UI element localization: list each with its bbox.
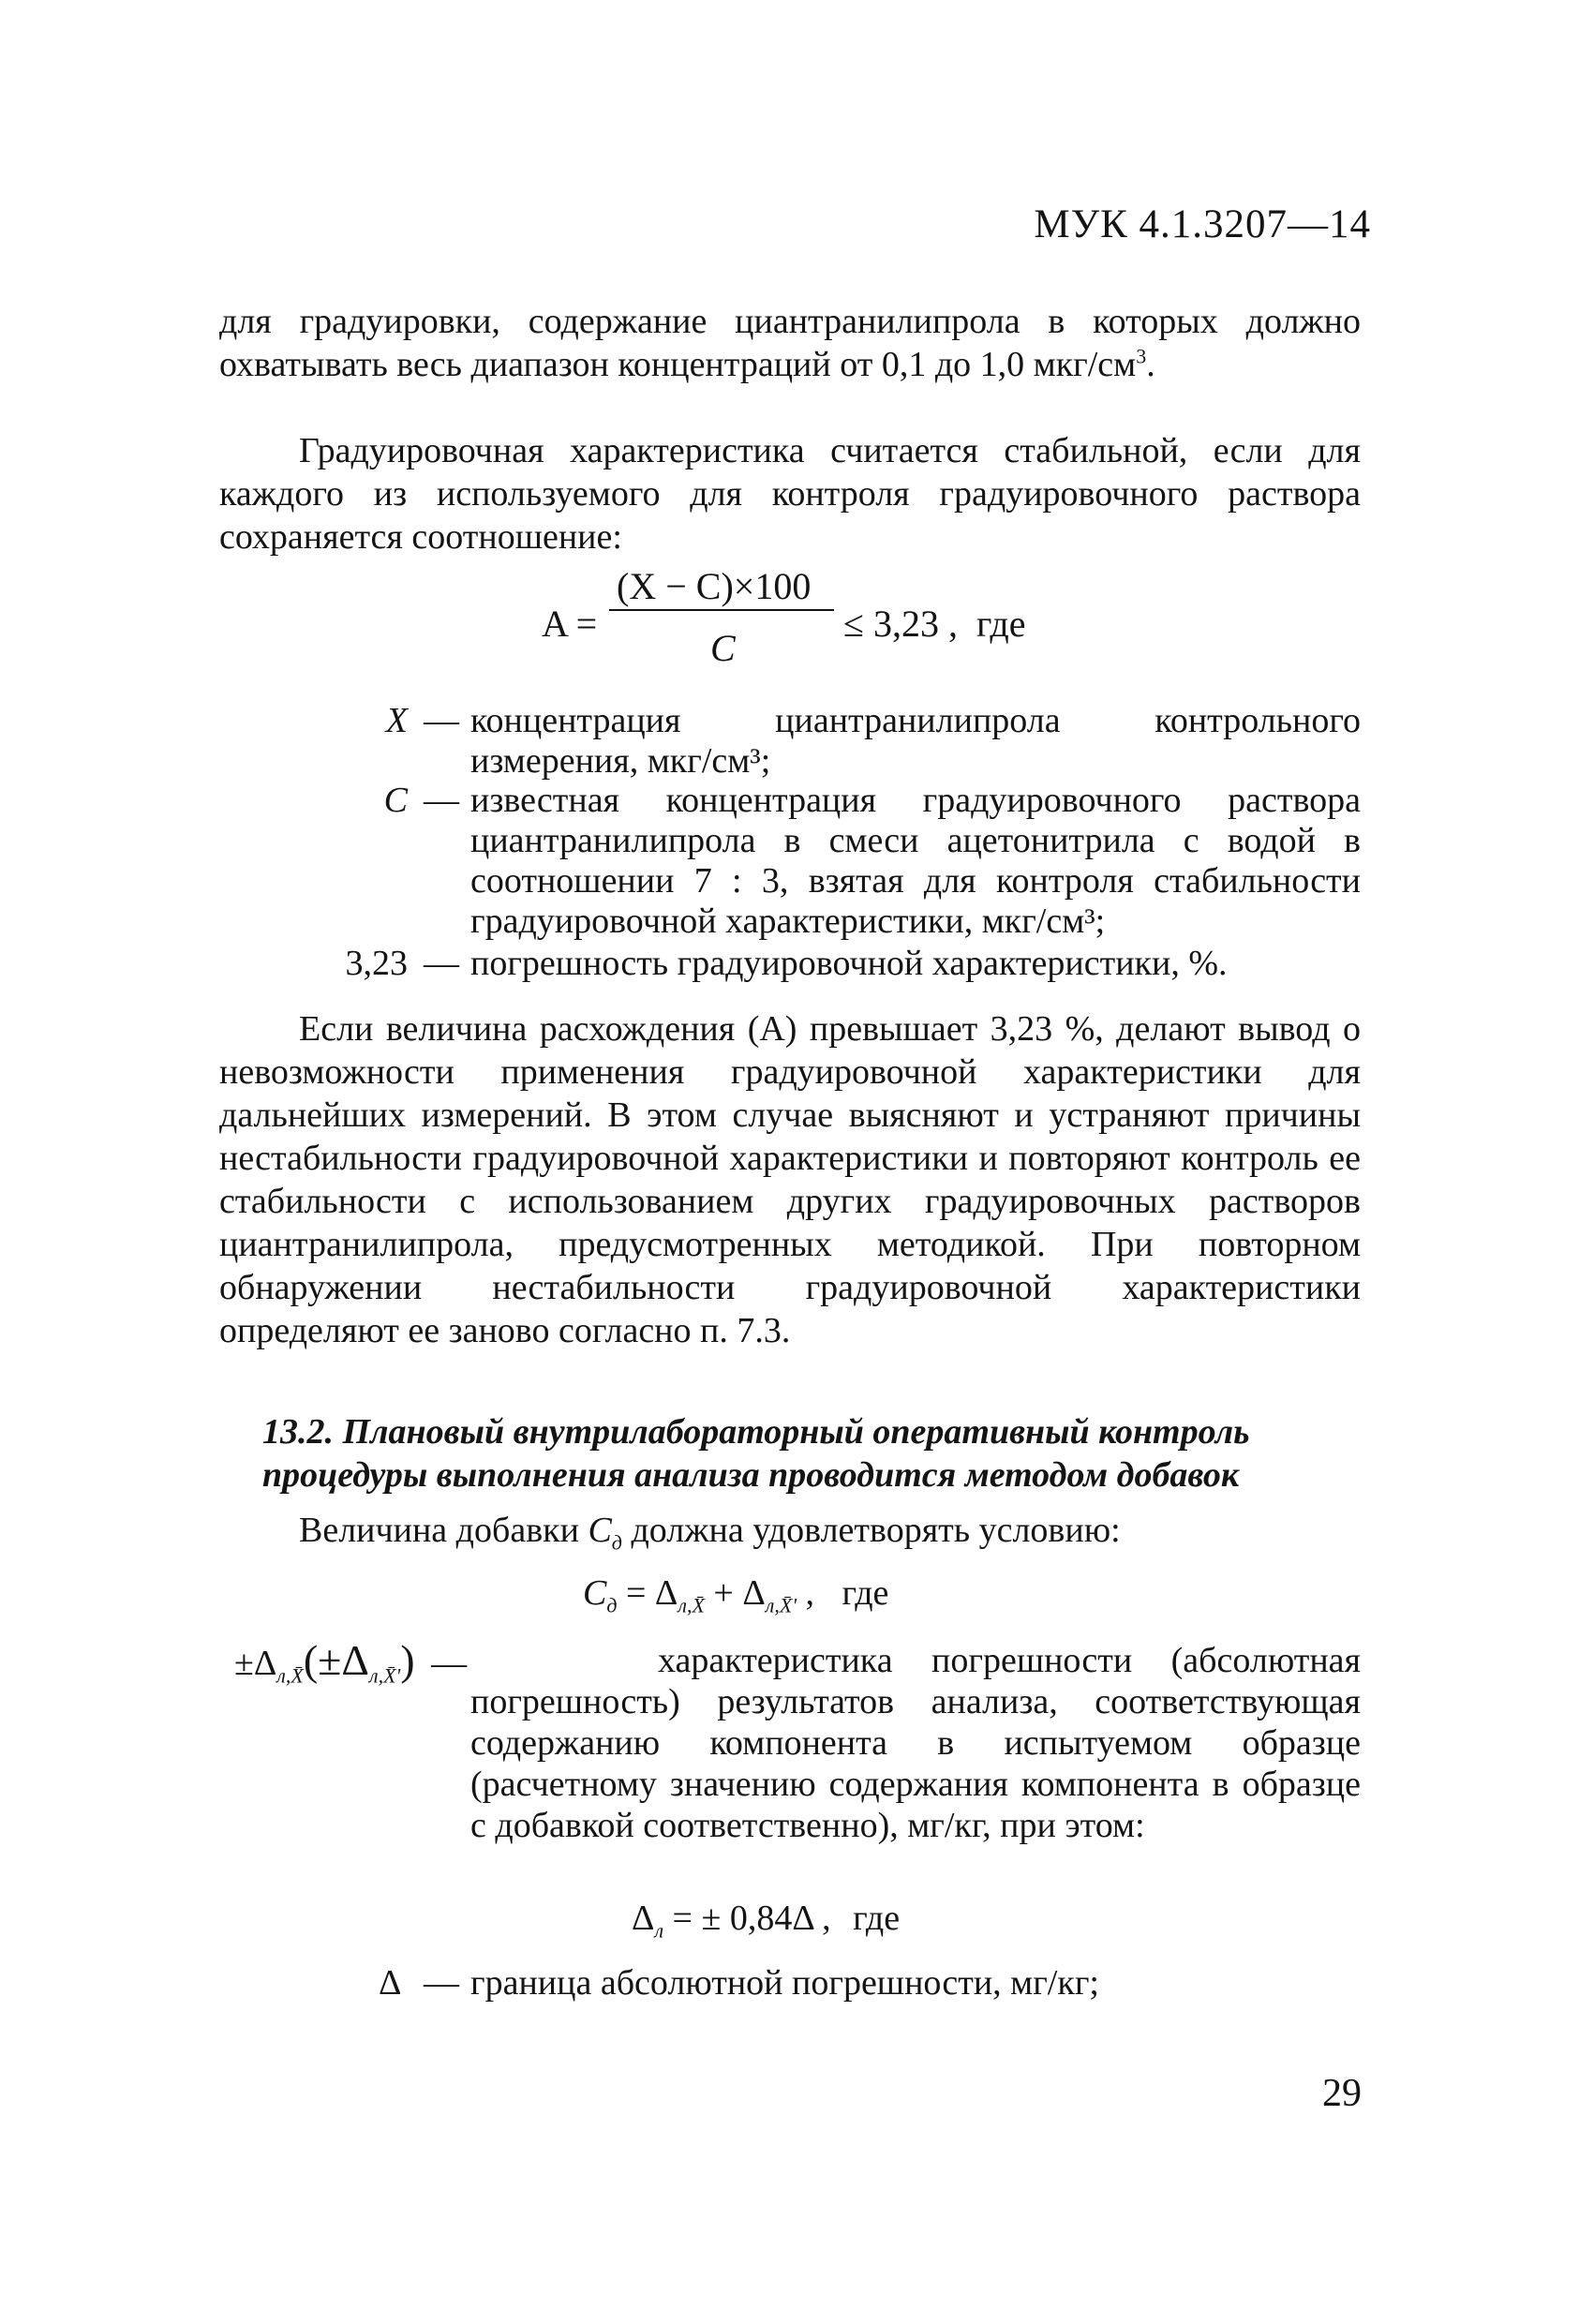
definition-delta-sub1: л,X̄ bbox=[276, 1663, 304, 1688]
formula-2-lhs-sub: д bbox=[606, 1593, 618, 1617]
paragraph-4 bbox=[219, 1509, 1361, 1555]
paragraph-3-text: Если величина расхождения (А) превышает 3,23 %, делают вывод о невозможности применения градуировочной характеристики для дальнейших измерений. В этом случае выясняют и устраняют причины нестабильности градуировочной характеристики и повторяют контроль ее стабильности с использованием других градуировочных растворов циантранилипрола, предусмотренных методикой. При повторном обнаружении нестабильности градуировочной характеристики определяют ее заново согласно п. 7.3. bbox=[219, 1009, 1361, 1350]
formula-2-where: где bbox=[842, 1573, 889, 1613]
definition-error-text: погрешность градуировочной характеристики, %. bbox=[470, 944, 1228, 983]
paragraph-4-after: должна удовлетворять условию: bbox=[621, 1511, 1121, 1550]
formula-2-lhs: C bbox=[583, 1573, 607, 1613]
definition-error bbox=[0, 944, 1594, 987]
definition-delta-dash: — bbox=[431, 1644, 468, 1683]
formula-2-comma: , bbox=[797, 1573, 815, 1613]
formula-1-lhs: A = bbox=[542, 603, 598, 645]
definition-delta-boundary-text: граница абсолютной погрешности, мг/кг; bbox=[470, 1963, 1099, 2003]
definition-error-dash: — bbox=[424, 944, 459, 983]
definition-x bbox=[0, 701, 1594, 785]
formula-1-rhs: ≤ 3,23 , bbox=[843, 603, 958, 645]
definition-c-text: известная концентрация градуировочного раствора циантранилипрола в смеси ацетонитрила с водой в соотношении 7 : 3, взятая для контроля стабильности градуировочной характеристики, мкг/см³; bbox=[470, 781, 1361, 941]
page-number: 29 bbox=[1322, 2072, 1362, 2115]
document-code: МУК 4.1.3207—14 bbox=[1034, 202, 1371, 246]
paragraph-2-text: Градуировочная характеристика считается стабильной, если для каждого из используемого для контроля градуировочного раствора сохраняется соотношение: bbox=[219, 431, 1361, 557]
definition-delta-boundary-dash: — bbox=[424, 1963, 459, 2003]
definition-delta-sub2: л,X̄' bbox=[368, 1663, 401, 1688]
formula-2-sub1: л,X̄ bbox=[678, 1593, 705, 1617]
paragraph-1-text: для градуировки, содержание циантранилипрола в которых должно охватывать весь диапазон концентраций от 0,1 до 1,0 мкг/см bbox=[219, 302, 1361, 384]
paragraph-4-sub: д bbox=[611, 1530, 622, 1555]
paragraph-1 bbox=[219, 300, 1361, 386]
formula-3 bbox=[632, 1898, 901, 1943]
formula-2-plus: + Δ bbox=[704, 1573, 766, 1613]
definition-delta-boundary-symbol: Δ bbox=[379, 1963, 402, 2003]
definition-delta-paren-close: ) bbox=[400, 1636, 415, 1684]
formula-2-eq: = Δ bbox=[617, 1573, 678, 1613]
formula-3-rhs: = ± 0,84Δ , bbox=[663, 1899, 831, 1938]
definition-c-symbol: C bbox=[383, 781, 408, 820]
formula-1-numerator: (X − C)×100 bbox=[617, 565, 812, 607]
formula-3-lhs: Δ bbox=[632, 1899, 655, 1938]
definition-error-symbol: 3,23 bbox=[345, 944, 408, 983]
definition-delta-sym: ±Δ bbox=[234, 1644, 277, 1683]
definition-x-text: концентрация циантранилипрола контрольного измерения, мкг/см³; bbox=[470, 701, 1361, 781]
formula-3-lhs-sub: л bbox=[654, 1918, 664, 1943]
paragraph-2 bbox=[219, 429, 1361, 559]
formula-1-fraction-bar bbox=[609, 609, 834, 611]
paragraph-1-tail: . bbox=[1146, 345, 1155, 384]
definition-c-dash: — bbox=[424, 781, 459, 820]
formula-1-where: где bbox=[976, 603, 1026, 645]
formula-2-sub2: л,X̄' bbox=[765, 1593, 797, 1617]
formula-3-where: где bbox=[853, 1899, 901, 1938]
definition-c bbox=[0, 781, 1594, 949]
paragraph-4-symbol: C bbox=[588, 1511, 612, 1550]
formula-1-denominator: C bbox=[710, 627, 736, 669]
definition-delta-paren-open: (±Δ bbox=[303, 1636, 369, 1684]
definition-delta-symbol bbox=[234, 1636, 468, 1688]
paragraph-1-sup: 3 bbox=[1136, 344, 1147, 368]
formula-1 bbox=[0, 562, 1594, 693]
formula-2 bbox=[583, 1572, 889, 1617]
paragraph-3 bbox=[219, 1007, 1361, 1352]
section-heading-13-2: 13.2. Плановый внутрилабораторный оперативный контроль процедуры выполнения анализа проводится методом добавок bbox=[262, 1412, 1250, 1495]
definition-x-dash: — bbox=[424, 701, 459, 740]
definition-delta-boundary bbox=[0, 1963, 1594, 2006]
paragraph-4-before: Величина добавки bbox=[299, 1511, 588, 1550]
definition-x-symbol: X bbox=[385, 701, 408, 740]
definition-delta-text: характеристика погрешности (абсолютная погрешность) результатов анализа, соответствующая содержанию компонента в испытуемом образце (расчетному значению содержания компонента в образце с добавкой соответственно), мг/кг, при этом: bbox=[470, 1641, 1361, 1845]
